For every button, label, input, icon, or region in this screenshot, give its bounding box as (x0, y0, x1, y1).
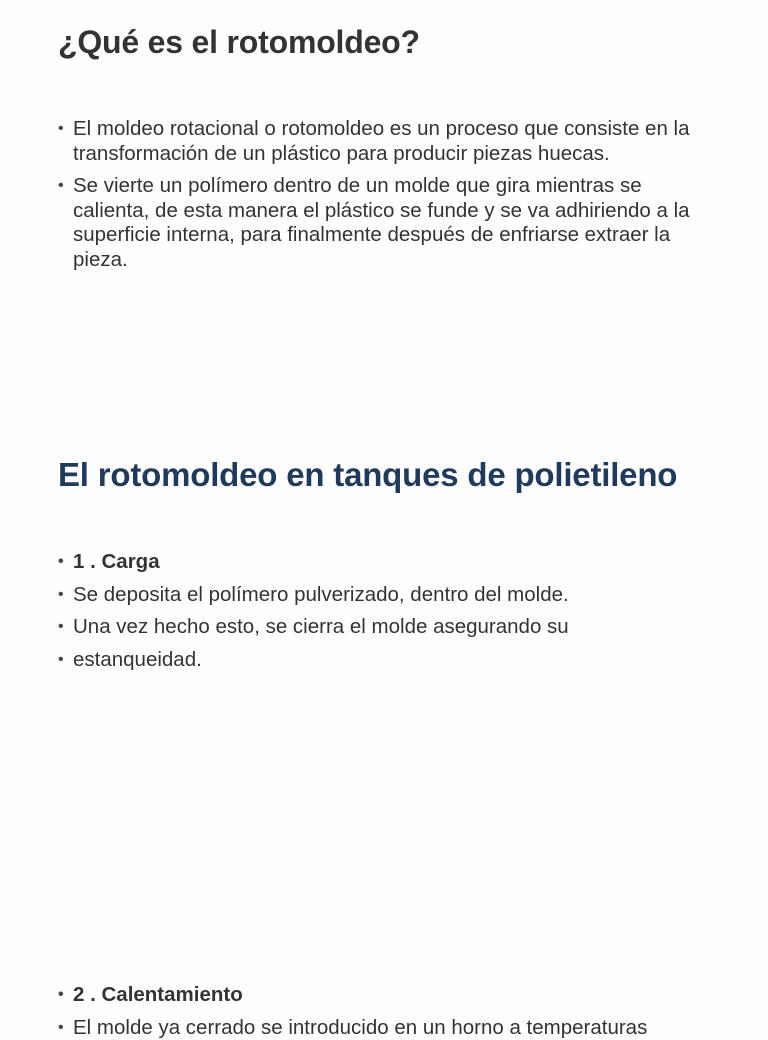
bullet-icon: • (58, 615, 64, 640)
list-item (58, 583, 718, 608)
list-item (58, 983, 718, 1008)
bullet-list (58, 983, 718, 1040)
section-polyethylene-tanks (58, 454, 718, 496)
list-item (58, 615, 718, 640)
bullet-icon: • (58, 648, 64, 673)
list-item (58, 1016, 718, 1040)
bullet-icon: • (58, 583, 64, 608)
list-item-text: Se vierte un polímero dentro de un molde que gira mientras se calienta, de esta manera el plástico se funde y se va adhiriendo a la superficie interna, para finalmente después de enfriarse extraer la pieza. (73, 174, 690, 271)
bullet-icon: • (58, 550, 64, 575)
bullet-icon: • (58, 174, 64, 199)
section-title: El rotomoldeo en tanques de polietileno (58, 454, 718, 496)
bullet-icon: • (58, 983, 64, 1008)
list-item (58, 174, 718, 272)
list-item-text: El moldeo rotacional o rotomoldeo es un proceso que consiste en la transformación de un plástico para producir piezas huecas. (73, 117, 690, 165)
list-item-text: Una vez hecho esto, se cierra el molde asegurando su (73, 615, 569, 638)
section-what-is-rotomolding (58, 22, 718, 62)
bullet-icon: • (58, 1016, 64, 1040)
list-item-text: estanqueidad. (73, 648, 202, 671)
list-item-text: 1 . Carga (73, 550, 160, 573)
list-item (58, 648, 718, 673)
section-polyethylene-tanks-list (58, 550, 718, 672)
list-item-text: El molde ya cerrado se introducido en un horno a temperaturas (73, 1016, 647, 1039)
list-item-text: 2 . Calentamiento (73, 983, 243, 1006)
section-what-is-rotomolding-list (58, 117, 718, 272)
bullet-icon: • (58, 117, 64, 142)
list-item (58, 117, 718, 166)
list-item-text: Se deposita el polímero pulverizado, dentro del molde. (73, 583, 569, 606)
bullet-list (58, 550, 718, 672)
list-item (58, 550, 718, 575)
section-title: ¿Qué es el rotomoldeo? (58, 22, 718, 62)
bullet-list (58, 117, 718, 272)
section-heating-list (58, 983, 718, 1040)
